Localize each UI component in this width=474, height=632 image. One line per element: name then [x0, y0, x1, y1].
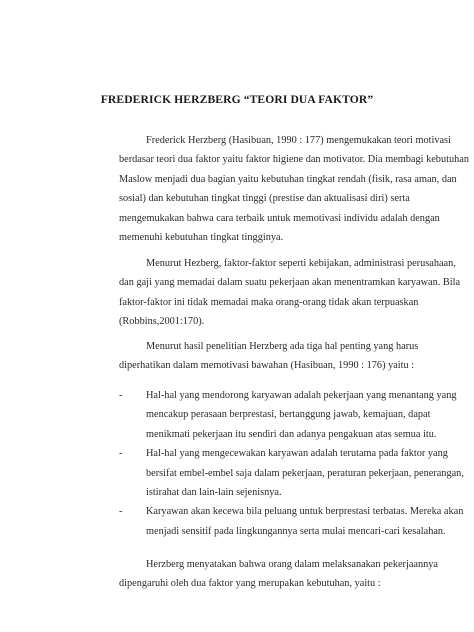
text-line: (Robbins,2001:170).	[119, 316, 205, 328]
paragraph-research-results	[119, 337, 419, 376]
text-line: menjadi sensitif pada lingkungannya serta mulai mencari-cari kesalahan.	[146, 525, 446, 537]
list-marker: -	[119, 390, 123, 401]
text-line: bersifat embel-embel saja dalam pekerjaan, peraturan pekerjaan, penerangan,	[146, 467, 464, 479]
list-item	[119, 502, 464, 541]
list-item	[119, 386, 457, 444]
text-line: Herzberg menyatakan bahwa orang dalam melaksanakan pekerjaannya	[146, 559, 438, 570]
text-line: Hal-hal yang mendorong karyawan adalah pekerjaan yang menantang yang	[146, 390, 457, 401]
text-line: memenuhi kebutuhan tingkat tingginya.	[119, 232, 284, 244]
text-line: Frederick Herzberg (Hasibuan, 1990 : 177) mengemukakan teori motivasi	[146, 135, 451, 146]
text-line: Menurut hasil penelitian Herzberg ada tiga hal penting yang harus	[146, 341, 419, 352]
text-line: dipengaruhi oleh dua faktor yang merupakan kebutuhan, yaitu :	[119, 578, 381, 590]
paragraph-hezberg-factors	[119, 254, 461, 332]
list-marker: -	[119, 448, 123, 460]
list-marker: -	[119, 506, 123, 518]
list-item	[119, 444, 464, 502]
text-line: berdasar teori dua faktor yaitu faktor higiene dan motivator. Dia membagi kebutuhan	[119, 154, 469, 166]
text-line: diperhatikan dalam memotivasi bawahan (Hasibuan, 1990 : 176) yaitu :	[119, 360, 415, 372]
paragraph-herzberg-statement	[119, 555, 438, 594]
text-line: Maslow menjadi dua bagian yaitu kebutuhan tingkat rendah (fisik, rasa aman, dan	[119, 173, 457, 185]
text-line: dan gaji yang memadai dalam suatu pekerjaan akan menentramkan karyawan. Bila	[119, 277, 461, 289]
text-line: Menurut Hezberg, faktor-faktor seperti kebijakan, administrasi perusahaan,	[146, 258, 456, 269]
text-line: Hal-hal yang mengecewakan karyawan adalah terutama pada faktor yang	[146, 448, 448, 460]
paragraph-herzberg-theory	[119, 131, 469, 247]
text-line: Karyawan akan kecewa bila peluang untuk berprestasi terbatas. Mereka akan	[146, 506, 464, 518]
text-line: mencakup perasaan berprestasi, bertanggung jawab, kemajuan, dapat	[146, 409, 431, 421]
page-title: FREDERICK HERZBERG “TEORI DUA FAKTOR”	[100, 93, 374, 106]
text-line: menikmati pekerjaan itu sendiri dan adanya pengakuan atas semua itu.	[146, 428, 437, 440]
text-line: istirahat dan lain-lain sejenisnya.	[146, 487, 282, 499]
text-line: mengemukakan bahwa cara terbaik untuk memotivasi individu adalah dengan	[119, 212, 440, 224]
bullet-list	[119, 386, 464, 541]
text-line: faktor-faktor ini tidak memadai maka orang-orang tidak akan terpuaskan	[119, 296, 419, 308]
text-line: sosial) dan kebutuhan tingkat tinggi (prestise dan aktualisasi diri) serta	[119, 193, 410, 205]
